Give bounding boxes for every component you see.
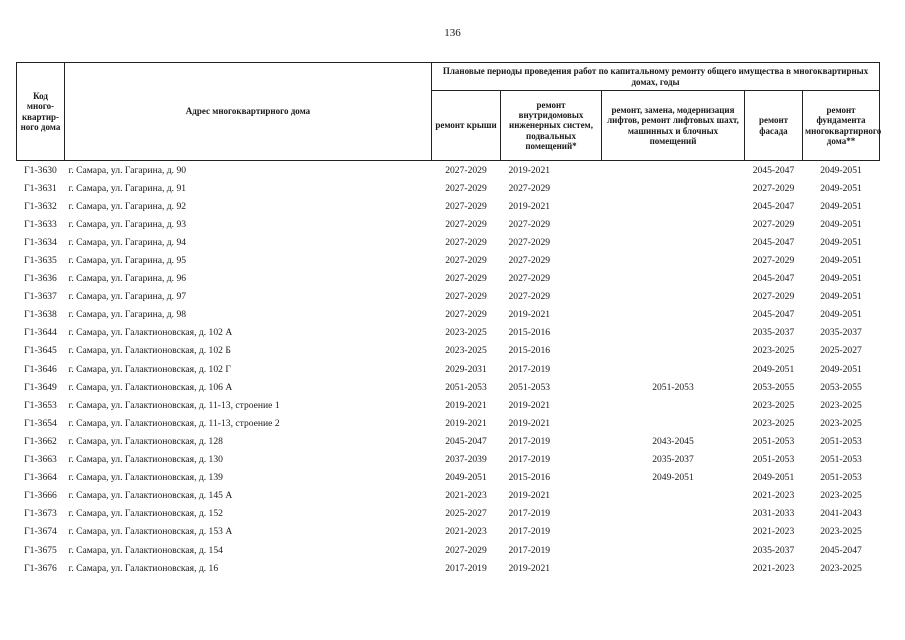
cell-code: Г1-3630 (24, 164, 57, 176)
cell-lifts (602, 342, 745, 360)
cell-address: г. Самара, ул. Гагарина, д. 91 (68, 182, 187, 194)
table-row (17, 251, 880, 269)
cell-foundation: 2049-2051 (820, 236, 862, 248)
cell-roof: 2049-2051 (445, 472, 487, 484)
table-row (17, 324, 880, 342)
cell-engineering: 2027-2029 (508, 236, 551, 248)
cell-foundation: 2053-2055 (820, 381, 862, 393)
cell-facade: 2021-2023 (752, 490, 795, 502)
table-row (17, 197, 880, 215)
cell-lifts (602, 396, 745, 414)
cell-roof: 2027-2029 (445, 273, 487, 285)
cell-lifts (602, 161, 745, 180)
cell-lifts (602, 288, 745, 306)
cell-lifts (602, 487, 745, 505)
cell-foundation: 2023-2025 (820, 417, 862, 429)
cell-foundation: 2023-2025 (820, 526, 862, 538)
table-row (17, 451, 880, 469)
table-row (17, 559, 880, 577)
cell-address: г. Самара, ул. Галактионовская, д. 11-13, строение 2 (68, 417, 280, 429)
table-row (17, 414, 880, 432)
cell-facade: 2027-2029 (752, 218, 795, 230)
cell-address: г. Самара, ул. Гагарина, д. 94 (68, 236, 187, 248)
cell-foundation: 2051-2053 (820, 472, 862, 484)
cell-engineering: 2017-2019 (508, 508, 551, 520)
cell-roof: 2021-2023 (445, 490, 487, 502)
cell-roof: 2037-2039 (445, 454, 487, 466)
cell-code: Г1-3666 (24, 490, 57, 502)
header-periods-group: Плановые периоды проведения работ по капитальному ремонту общего имущества в многоквартирных домах, годы (432, 63, 880, 91)
page-number: 136 (444, 27, 461, 39)
cell-foundation: 2051-2053 (820, 435, 862, 447)
cell-code: Г1-3637 (24, 291, 57, 303)
cell-facade: 2045-2047 (752, 164, 795, 176)
cell-facade: 2027-2029 (752, 182, 795, 194)
cell-code: Г1-3633 (24, 218, 57, 230)
cell-address: г. Самара, ул. Гагарина, д. 97 (68, 291, 187, 303)
cell-facade: 2045-2047 (752, 200, 795, 212)
cell-facade: 2021-2023 (752, 526, 795, 538)
cell-address: г. Самара, ул. Галактионовская, д. 102 Г (68, 363, 231, 375)
cell-lifts: 2035-2037 (652, 454, 694, 466)
table-row (17, 396, 880, 414)
cell-foundation: 2035-2037 (820, 327, 862, 339)
cell-engineering: 2051-2053 (508, 381, 551, 393)
cell-foundation: 2049-2051 (820, 182, 862, 194)
cell-lifts (602, 414, 745, 432)
cell-address: г. Самара, ул. Галактионовская, д. 153 А (68, 526, 233, 538)
cell-roof: 2019-2021 (445, 417, 487, 429)
cell-address: г. Самара, ул. Галактионовская, д. 16 (68, 562, 219, 574)
cell-lifts (602, 559, 745, 577)
cell-code: Г1-3664 (24, 472, 57, 484)
cell-lifts: 2051-2053 (652, 381, 694, 393)
cell-foundation: 2023-2025 (820, 399, 862, 411)
cell-address: г. Самара, ул. Гагарина, д. 93 (68, 218, 187, 230)
cell-lifts: 2043-2045 (652, 435, 694, 447)
table-row (17, 541, 880, 559)
cell-facade: 2031-2033 (752, 508, 795, 520)
cell-lifts (602, 179, 745, 197)
table-row (17, 288, 880, 306)
cell-lifts (602, 360, 745, 378)
cell-facade: 2023-2025 (752, 417, 795, 429)
cell-lifts (602, 270, 745, 288)
cell-lifts (602, 197, 745, 215)
cell-address: г. Самара, ул. Гагарина, д. 92 (68, 200, 187, 212)
cell-engineering: 2019-2021 (508, 200, 551, 212)
cell-lifts (602, 251, 745, 269)
cell-address: г. Самара, ул. Гагарина, д. 90 (68, 164, 187, 176)
cell-code: Г1-3673 (24, 508, 57, 520)
cell-engineering: 2017-2019 (508, 454, 551, 466)
cell-roof: 2023-2025 (445, 345, 487, 357)
cell-engineering: 2027-2029 (508, 182, 551, 194)
cell-facade: 2045-2047 (752, 309, 795, 321)
cell-address: г. Самара, ул. Галактионовская, д. 130 (68, 454, 223, 466)
cell-facade: 2023-2025 (752, 399, 795, 411)
cell-roof: 2027-2029 (445, 236, 487, 248)
cell-engineering: 2027-2029 (508, 255, 551, 266)
cell-code: Г1-3632 (24, 200, 57, 212)
header-engineering: ремонт внутридомовых инженерных систем, подвальных помещений* (501, 91, 602, 161)
cell-code: Г1-3654 (24, 417, 57, 429)
cell-code: Г1-3635 (24, 255, 57, 266)
header-facade: ремонт фасада (745, 91, 803, 161)
cell-code: Г1-3646 (24, 363, 57, 375)
cell-engineering: 2027-2029 (508, 273, 551, 285)
repair-schedule-table (16, 62, 880, 577)
cell-address: г. Самара, ул. Галактионовская, д. 154 (68, 544, 223, 556)
cell-roof: 2017-2019 (445, 562, 487, 574)
cell-roof: 2027-2029 (445, 164, 487, 176)
cell-facade: 2051-2053 (752, 454, 795, 466)
header-foundation: ремонт фундамента многоквартирного дома** (803, 91, 880, 161)
table-row (17, 233, 880, 251)
cell-engineering: 2015-2016 (508, 345, 551, 357)
cell-code: Г1-3676 (24, 562, 57, 574)
cell-code: Г1-3638 (24, 309, 57, 321)
cell-roof: 2051-2053 (445, 381, 487, 393)
cell-roof: 2027-2029 (445, 291, 487, 303)
cell-roof: 2029-2031 (445, 363, 487, 375)
cell-lifts (602, 233, 745, 251)
cell-code: Г1-3674 (24, 526, 57, 538)
cell-roof: 2027-2029 (445, 309, 487, 321)
table-row (17, 505, 880, 523)
cell-engineering: 2017-2019 (508, 435, 551, 447)
header-lifts: ремонт, замена, модернизация лифтов, ремонт лифтовых шахт, машинных и блочных помещений (602, 91, 745, 161)
cell-address: г. Самара, ул. Галактионовская, д. 106 А (68, 381, 233, 393)
cell-foundation: 2023-2025 (820, 490, 862, 502)
cell-code: Г1-3636 (24, 273, 57, 285)
cell-facade: 2045-2047 (752, 236, 795, 248)
cell-roof: 2045-2047 (445, 435, 487, 447)
cell-lifts (602, 324, 745, 342)
cell-code: Г1-3649 (24, 381, 57, 393)
table-row (17, 342, 880, 360)
table-row (17, 523, 880, 541)
cell-roof: 2027-2029 (445, 218, 487, 230)
cell-roof: 2027-2029 (445, 182, 487, 194)
cell-address: г. Самара, ул. Гагарина, д. 96 (68, 273, 187, 285)
table-row (17, 270, 880, 288)
cell-roof: 2027-2029 (445, 255, 487, 266)
cell-foundation: 2049-2051 (820, 255, 862, 266)
cell-engineering: 2015-2016 (508, 327, 551, 339)
cell-foundation: 2041-2043 (820, 508, 862, 520)
table-row (17, 469, 880, 487)
table-row (17, 306, 880, 324)
cell-foundation: 2045-2047 (820, 544, 862, 556)
cell-code: Г1-3675 (24, 544, 57, 556)
cell-engineering: 2019-2021 (508, 417, 551, 429)
cell-roof: 2019-2021 (445, 399, 487, 411)
cell-address: г. Самара, ул. Галактионовская, д. 145 А (68, 490, 233, 502)
cell-address: г. Самара, ул. Гагарина, д. 95 (68, 255, 187, 266)
cell-foundation: 2049-2051 (820, 273, 862, 285)
cell-facade: 2051-2053 (752, 435, 795, 447)
cell-address: г. Самара, ул. Галактионовская, д. 139 (68, 472, 223, 484)
cell-facade: 2023-2025 (752, 345, 795, 357)
cell-facade: 2053-2055 (752, 381, 795, 393)
table-header (17, 63, 880, 161)
cell-foundation: 2049-2051 (820, 200, 862, 212)
cell-engineering: 2019-2021 (508, 399, 551, 411)
cell-facade: 2027-2029 (752, 291, 795, 303)
table-row (17, 378, 880, 396)
cell-foundation: 2049-2051 (820, 218, 862, 230)
cell-engineering: 2027-2029 (508, 291, 551, 303)
cell-roof: 2021-2023 (445, 526, 487, 538)
cell-address: г. Самара, ул. Гагарина, д. 98 (68, 309, 187, 321)
table-row (17, 215, 880, 233)
cell-foundation: 2025-2027 (820, 345, 862, 357)
header-code: Код много-квартир-ного дома (17, 63, 65, 161)
cell-engineering: 2019-2021 (508, 562, 551, 574)
cell-lifts (602, 505, 745, 523)
table-row (17, 487, 880, 505)
cell-facade: 2035-2037 (752, 327, 795, 339)
cell-foundation: 2049-2051 (820, 291, 862, 303)
cell-roof: 2025-2027 (445, 508, 487, 520)
cell-facade: 2049-2051 (752, 363, 795, 375)
cell-code: Г1-3634 (24, 236, 57, 248)
cell-lifts (602, 541, 745, 559)
cell-roof: 2023-2025 (445, 327, 487, 339)
cell-address: г. Самара, ул. Галактионовская, д. 102 Б (68, 345, 231, 357)
cell-engineering: 2017-2019 (508, 526, 551, 538)
cell-code: Г1-3662 (24, 435, 57, 447)
table-row (17, 432, 880, 450)
cell-address: г. Самара, ул. Галактионовская, д. 128 (68, 435, 223, 447)
cell-code: Г1-3645 (24, 345, 57, 357)
cell-roof: 2027-2029 (445, 200, 487, 212)
cell-code: Г1-3663 (24, 454, 57, 466)
cell-lifts (602, 523, 745, 541)
header-address: Адрес многоквартирного дома (65, 63, 432, 161)
cell-foundation: 2023-2025 (820, 562, 862, 574)
cell-lifts: 2049-2051 (652, 472, 694, 484)
cell-address: г. Самара, ул. Галактионовская, д. 102 А (68, 327, 233, 339)
cell-foundation: 2049-2051 (820, 309, 862, 321)
cell-engineering: 2015-2016 (508, 472, 551, 484)
table-body (17, 161, 880, 578)
table-row (17, 161, 880, 180)
cell-lifts (602, 215, 745, 233)
cell-code: Г1-3644 (24, 327, 57, 339)
header-roof: ремонт крыши (432, 91, 501, 161)
cell-engineering: 2017-2019 (508, 544, 551, 556)
cell-facade: 2045-2047 (752, 273, 795, 285)
cell-code: Г1-3631 (24, 182, 57, 194)
cell-engineering: 2019-2021 (508, 164, 551, 176)
cell-facade: 2027-2029 (752, 255, 795, 266)
cell-facade: 2035-2037 (752, 544, 795, 556)
cell-engineering: 2017-2019 (508, 363, 551, 375)
cell-facade: 2049-2051 (752, 472, 795, 484)
cell-engineering: 2019-2021 (508, 490, 551, 502)
cell-foundation: 2049-2051 (820, 363, 862, 375)
table-row (17, 360, 880, 378)
cell-address: г. Самара, ул. Галактионовская, д. 152 (68, 508, 223, 520)
cell-foundation: 2051-2053 (820, 454, 862, 466)
cell-facade: 2021-2023 (752, 562, 795, 574)
table-row (17, 179, 880, 197)
cell-address: г. Самара, ул. Галактионовская, д. 11-13, строение 1 (68, 399, 280, 411)
cell-engineering: 2027-2029 (508, 218, 551, 230)
cell-foundation: 2049-2051 (820, 164, 862, 176)
cell-roof: 2027-2029 (445, 544, 487, 556)
cell-code: Г1-3653 (24, 399, 57, 411)
cell-lifts (602, 306, 745, 324)
cell-engineering: 2019-2021 (508, 309, 551, 321)
